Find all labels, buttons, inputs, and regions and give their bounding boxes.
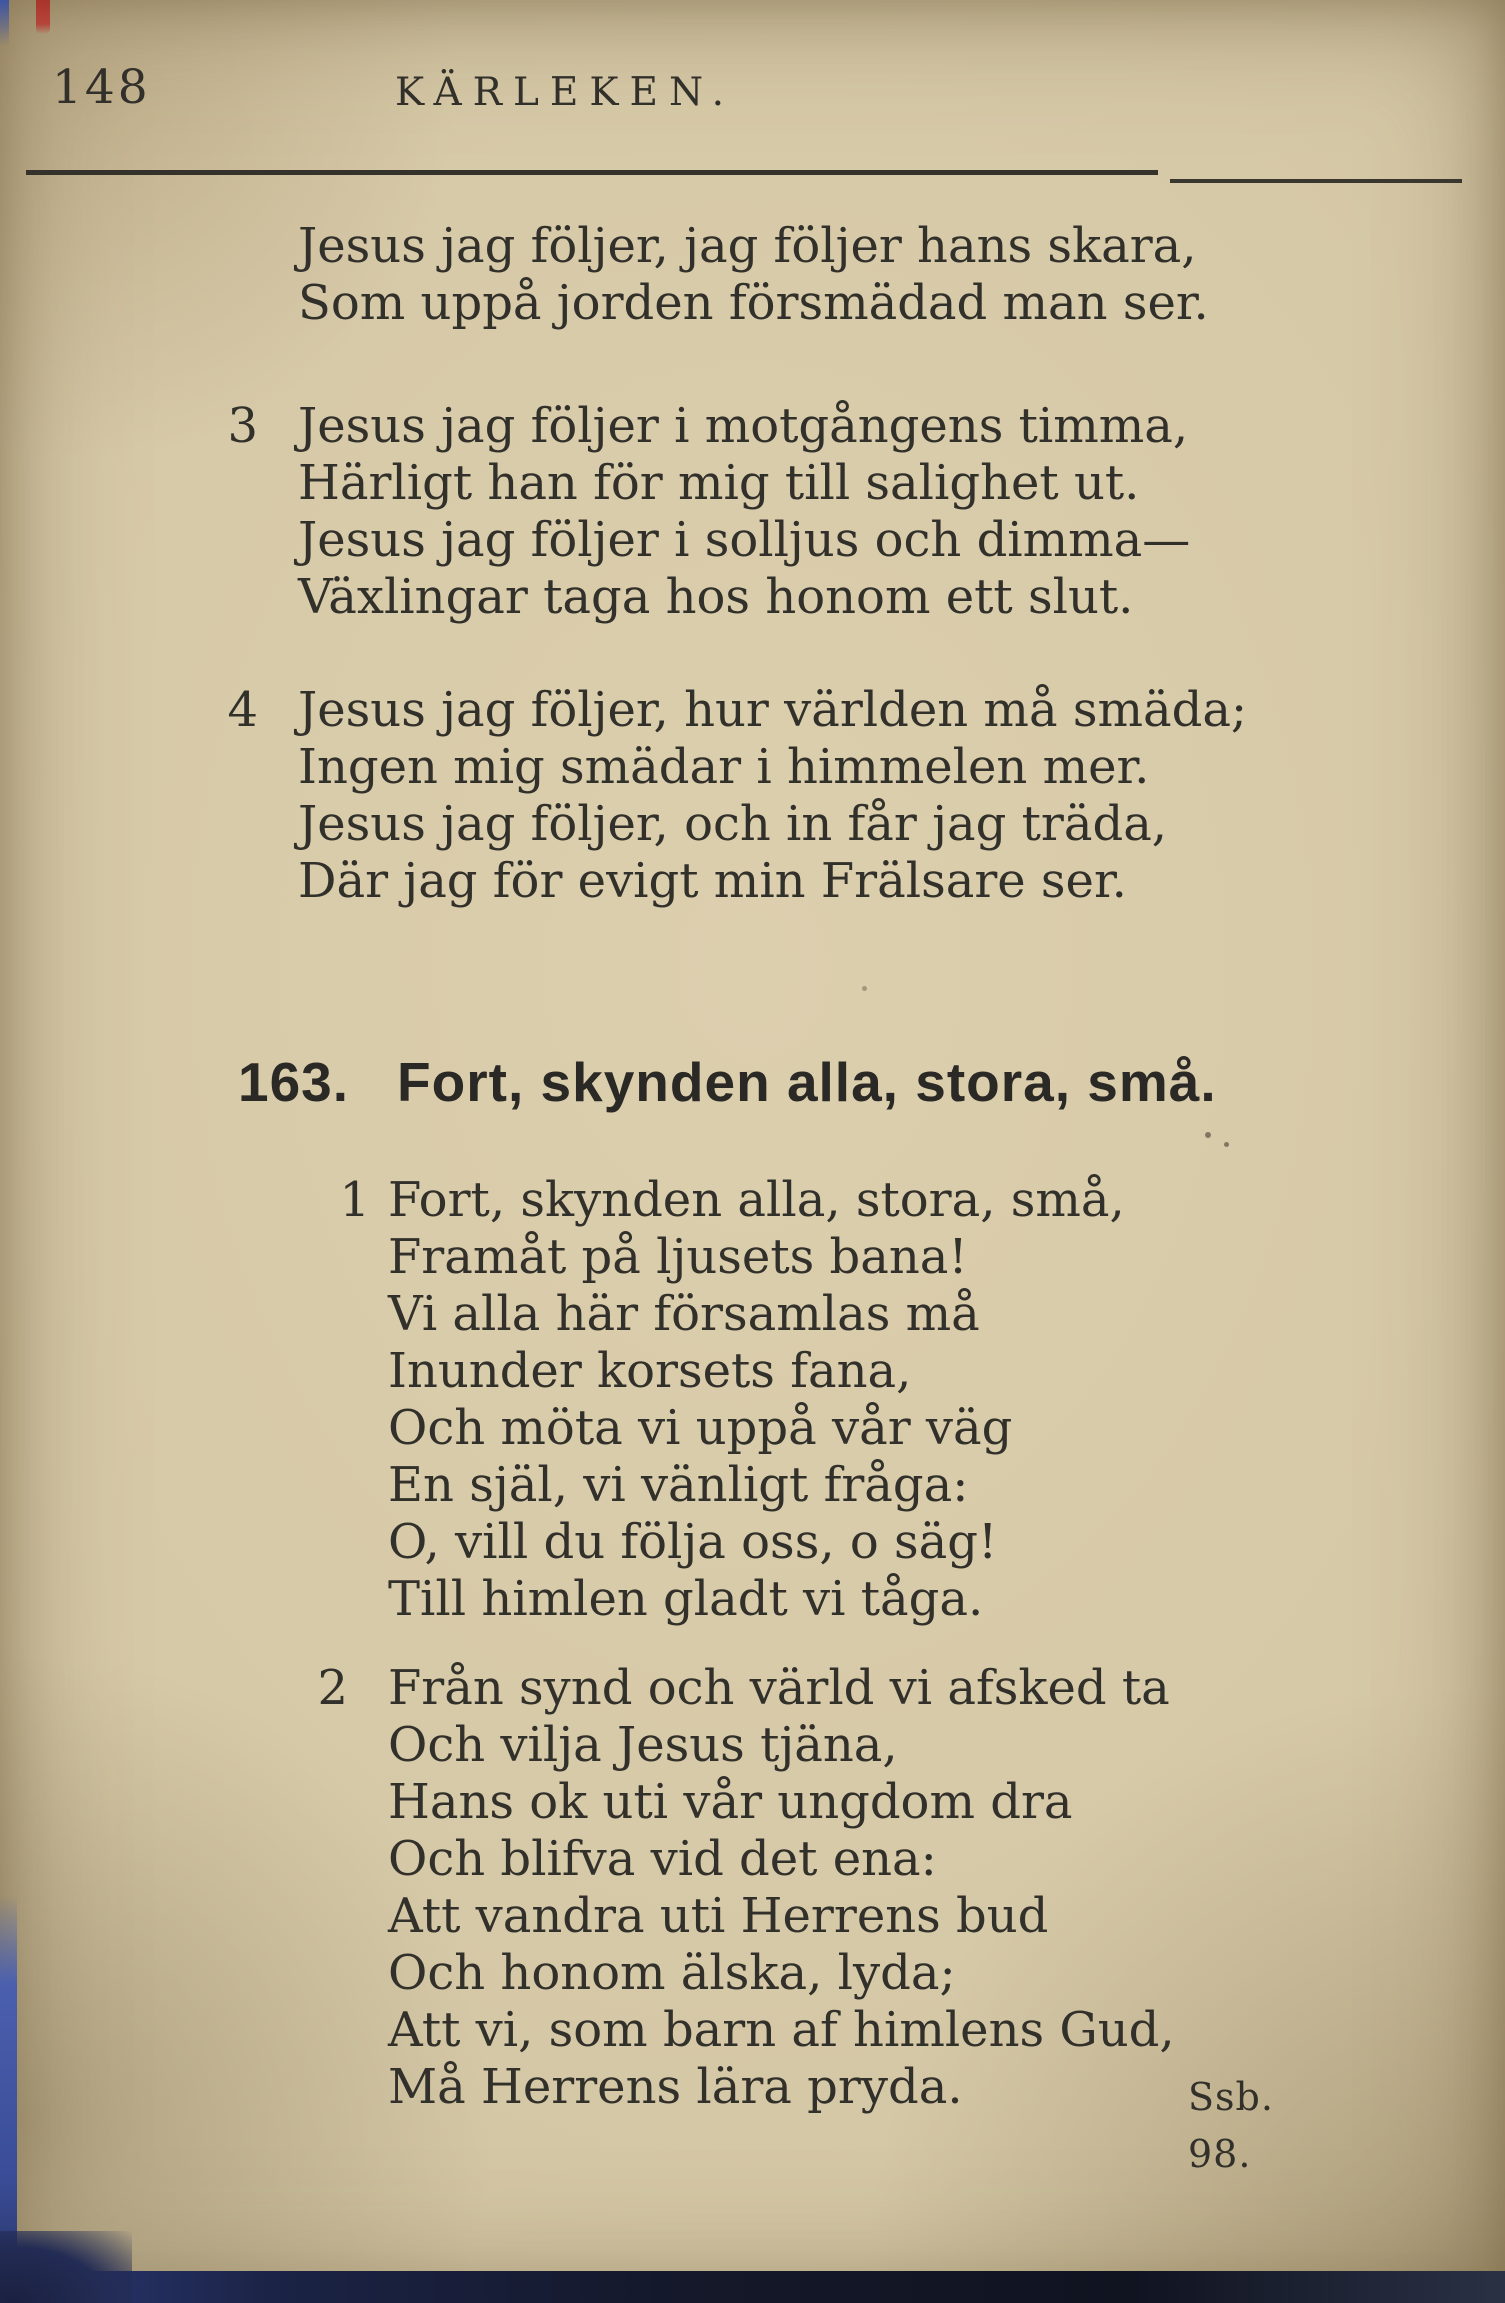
scan-edge-bottom-band [0, 2271, 1505, 2303]
hymn-number: 163. [238, 1051, 350, 1113]
ink-speck [862, 986, 867, 991]
verse-line: Inunder korsets fana, [388, 1343, 912, 1399]
verse-line: Och honom älska, lyda; [388, 1945, 956, 2001]
scan-edge-blue-top-left [0, 0, 9, 46]
verse-number: 4 [227, 682, 258, 738]
verse-line: Att vandra uti Herrens bud [388, 1888, 1049, 1944]
verse-line: Till himlen gladt vi tåga. [388, 1571, 984, 1627]
verse-1 [339, 1172, 1125, 1628]
header-rule [26, 170, 1158, 175]
hymn-heading [238, 1050, 1217, 1114]
verse-line: Jesus jag följer, hur världen må smäda; [298, 682, 1248, 738]
verse-line: Och vilja Jesus tjäna, [388, 1717, 898, 1773]
ink-speck [1205, 1132, 1211, 1138]
verse-line: Jesus jag följer, jag följer hans skara, [298, 218, 1197, 274]
verse-line: Växlingar taga hos honom ett slut. [298, 569, 1134, 625]
verse-line: Vi alla här församlas må [388, 1286, 980, 1342]
verse-line: Där jag för evigt min Frälsare ser. [298, 853, 1127, 909]
verse-number: 2 [317, 1660, 348, 1716]
running-header: KÄRLEKEN. [394, 70, 736, 115]
verse-line: Härligt han för mig till salighet ut. [298, 455, 1140, 511]
verse-number: 3 [227, 398, 258, 454]
verse-number: 1 [339, 1172, 370, 1228]
verse-line-text: Må Herrens lära pryda. [388, 2059, 963, 2115]
verse-line: Och blifva vid det ena: [388, 1831, 937, 1887]
verse-line: O, vill du följa oss, o säg! [388, 1514, 998, 1570]
verse-line: Framåt på ljusets bana! [388, 1229, 968, 1285]
verse-line: Ingen mig smädar i himmelen mer. [298, 739, 1150, 795]
header-rule-right-segment [1170, 179, 1462, 183]
verse-line: En själ, vi vänligt fråga: [388, 1457, 969, 1513]
verse-2 [317, 1660, 1274, 2176]
verse-line: Fort, skynden alla, stora, små, [388, 1172, 1125, 1228]
verse-3 [227, 398, 1191, 626]
ink-speck [1224, 1142, 1229, 1147]
verse-line [388, 2059, 1274, 2176]
verse-line: Och möta vi uppå vår väg [388, 1400, 1013, 1456]
hymn-title: Fort, skynden alla, stora, små. [397, 1051, 1217, 1113]
verse-line: Hans ok uti vår ungdom dra [388, 1774, 1073, 1830]
verse-4 [227, 682, 1248, 910]
page-number: 148 [52, 60, 151, 115]
verse-continuation [298, 218, 1209, 332]
verse-line: Att vi, som barn af himlens Gud, [388, 2002, 1175, 2058]
verse-line: Från synd och värld vi afsked ta [388, 1660, 1170, 1716]
verse-line: Som uppå jorden försmädad man ser. [298, 275, 1209, 331]
source-reference: Ssb. 98. [1188, 2075, 1274, 2176]
scan-corner-bottom-left [0, 2231, 132, 2303]
verse-line: Jesus jag följer i motgångens timma, [298, 398, 1189, 454]
scan-mark-red [36, 0, 50, 34]
verse-line: Jesus jag följer, och in får jag träda, [298, 796, 1168, 852]
verse-line: Jesus jag följer i solljus och dimma— [298, 512, 1191, 568]
